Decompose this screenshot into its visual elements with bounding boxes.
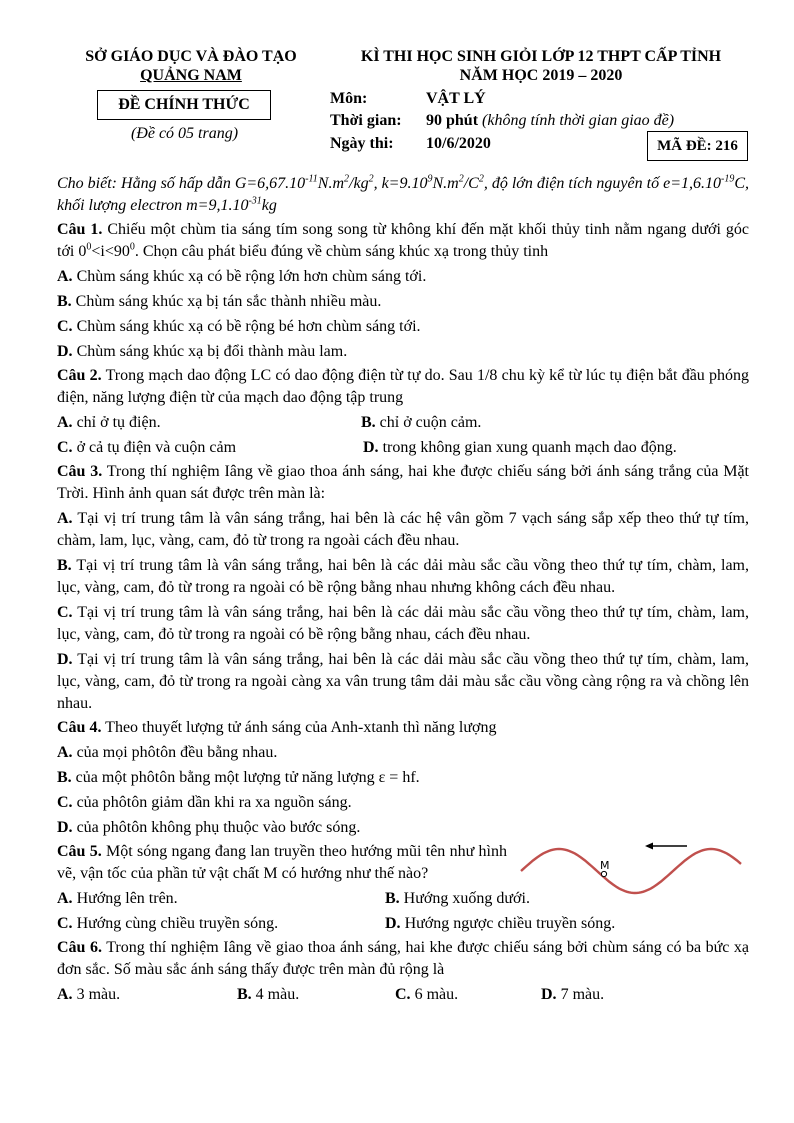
time-note: (không tính thời gian giao đề) bbox=[482, 112, 675, 129]
question-number: Câu 4. bbox=[57, 719, 102, 736]
option-a: A. Hướng lên trên. bbox=[57, 890, 178, 907]
option-row bbox=[57, 913, 749, 935]
question-3: Câu 3. Trong thí nghiệm Iâng về giao thoa ánh sáng, hai khe được chiếu sáng bởi ánh sáng trắng của Mặt Trời. Hình ảnh quan sát được trên màn là: bbox=[57, 463, 750, 502]
date-row bbox=[330, 135, 491, 153]
option-row bbox=[57, 412, 749, 434]
option-a: A. 3 màu. bbox=[57, 986, 121, 1003]
question-number: Câu 2. bbox=[57, 367, 102, 384]
wave-curve bbox=[521, 849, 741, 893]
option-b: B. Tại vị trí trung tâm là vân sáng trắng, hai bên là các dải màu sắc cầu vồng theo thứ tự tím, chàm, lam, lục, vàng, cam, đỏ từ trong ra ngoài có bề rộng bằng nhau nhưng không cách đều nhau. bbox=[57, 557, 749, 596]
date-value: 10/6/2020 bbox=[426, 135, 491, 152]
option-c: C. Hướng cùng chiều truyền sóng. bbox=[57, 915, 279, 932]
exam-header bbox=[57, 42, 749, 176]
propagation-arrow-icon bbox=[645, 843, 653, 850]
question-number: Câu 5. bbox=[57, 843, 102, 860]
option-d: D. Chùm sáng khúc xạ bị đổi thành màu lam. bbox=[57, 343, 348, 360]
option-d: D. trong không gian xung quanh mạch dao động. bbox=[363, 439, 677, 456]
option-a: A. chỉ ở tụ điện. bbox=[57, 414, 161, 431]
subject-value: VẬT LÝ bbox=[426, 90, 486, 107]
exam-title-block bbox=[330, 47, 752, 85]
subject-label: Môn: bbox=[330, 90, 368, 107]
question-1: Câu 1. Chiếu một chùm tia sáng tím song song từ không khí đến mặt khối thủy tinh nằm ngang dưới góc tới $0^0<i<90^0$. Chọn câu phát biểu đúng về chùm sáng khúc xạ trong thủy tinh bbox=[57, 221, 749, 260]
option-d: D. Hướng ngược chiều truyền sóng. bbox=[385, 915, 616, 932]
option-c: C. 6 màu. bbox=[395, 986, 459, 1003]
subject-row bbox=[330, 90, 486, 108]
department-name: SỞ GIÁO DỤC VÀ ĐÀO TẠO bbox=[85, 48, 297, 65]
department-block bbox=[57, 47, 325, 85]
school-year: NĂM HỌC 2019 – 2020 bbox=[459, 67, 623, 84]
question-number: Câu 6. bbox=[57, 939, 102, 956]
official-exam-badge: ĐỀ CHÍNH THỨC bbox=[97, 90, 271, 120]
point-m-marker bbox=[601, 871, 606, 876]
option-d: D. của phôtôn không phụ thuộc vào bước sóng. bbox=[57, 819, 361, 836]
question-2: Câu 2. Trong mạch dao động LC có dao động điện từ tự do. Sau 1/8 chu kỳ kể từ lúc tụ điện bắt đầu phóng điện, năng lượng điện từ của mạch dao động tập trung bbox=[57, 367, 750, 406]
province-name: QUẢNG NAM bbox=[140, 67, 242, 84]
option-a: A. Chùm sáng khúc xạ có bề rộng lớn hơn chùm sáng tới. bbox=[57, 268, 427, 285]
exam-title: KÌ THI HỌC SINH GIỎI LỚP 12 THPT CẤP TỈNH bbox=[360, 48, 722, 65]
time-row bbox=[330, 112, 674, 130]
option-b: B. 4 màu. bbox=[237, 986, 300, 1003]
option-c: C. Tại vị trí trung tâm là vân sáng trắng, hai bên là các dải màu sắc cầu vồng theo thứ tự tím, chàm, lam, lục, vàng, cam, đỏ từ trong ra ngoài có bề rộng bằng nhau, cách đều nhau. bbox=[57, 604, 749, 643]
option-b: B. Hướng xuống dưới. bbox=[385, 890, 530, 907]
page-count-note: (Đề có 05 trang) bbox=[130, 125, 239, 142]
option-c: C. Chùm sáng khúc xạ có bề rộng bé hơn chùm sáng tới. bbox=[57, 318, 421, 335]
transverse-wave-figure bbox=[519, 841, 747, 899]
option-d: D. Tại vị trí trung tâm là vân sáng trắng, hai bên là các dải màu sắc cầu vồng theo thứ tự tím, chàm, lam, lục, vàng, cam, đỏ từ trong ra ngoài càng xa vân trung tâm dải màu sắc cầu vồng càng rộng ra và chồng lên nhau. bbox=[57, 651, 749, 712]
option-row bbox=[57, 437, 749, 459]
option-b: B. của một phôtôn bằng một lượng tử năng lượng ε = hf. bbox=[57, 769, 420, 786]
option-d: D. 7 màu. bbox=[541, 986, 605, 1003]
question-number: Câu 3. bbox=[57, 463, 103, 480]
exam-code-box: MÃ ĐỀ: 216 bbox=[647, 131, 748, 161]
option-b: B. chỉ ở cuộn cảm. bbox=[361, 414, 482, 431]
exam-page bbox=[57, 42, 749, 1006]
time-label: Thời gian: bbox=[330, 112, 402, 129]
date-label: Ngày thi: bbox=[330, 135, 394, 152]
option-c: C. của phôtôn giảm dần khi ra xa nguồn sáng. bbox=[57, 794, 352, 811]
time-value: 90 phút bbox=[426, 112, 479, 129]
point-m-label: M bbox=[600, 859, 610, 872]
option-b: B. Chùm sáng khúc xạ bị tán sắc thành nhiều màu. bbox=[57, 293, 382, 310]
option-row bbox=[57, 984, 749, 1006]
question-5: Câu 5. Một sóng ngang đang lan truyền theo hướng mũi tên như hình vẽ, vận tốc của phần tử vật chất M có hướng như thế nào? bbox=[57, 843, 507, 882]
option-a: A. Tại vị trí trung tâm là vân sáng trắng, hai bên là các hệ vân gồm 7 vạch sáng sắp xếp theo thứ tự tím, chàm, lam, lục, vàng, cam, đỏ từ trong ra ngoài cách đều nhau. bbox=[57, 510, 749, 549]
question-number: Câu 1. bbox=[57, 221, 103, 238]
option-a: A. của mọi phôtôn đều bằng nhau. bbox=[57, 744, 278, 761]
question-4: Câu 4. Theo thuyết lượng tử ánh sáng của Anh-xtanh thì năng lượng bbox=[57, 719, 497, 736]
question-5-block bbox=[57, 841, 749, 885]
given-constants: Cho biết: Hằng số hấp dẫn $G=6,67.10^{-11}N.m^2/kg^2$, $k=9.10^9N.m^2/C^2$, độ lớn điện tích nguyên tố $e=1,6.10^{-19}C$, khối lượng electron $m=9,1.10^{-31}kg$ bbox=[57, 173, 750, 214]
option-c: C. ở cả tụ điện và cuộn cảm bbox=[57, 439, 237, 456]
question-6: Câu 6. Trong thí nghiệm Iâng về giao thoa ánh sáng, hai khe được chiếu sáng bởi chùm sáng có ba bức xạ đơn sắc. Số màu sắc ánh sáng thấy được trên màn đủ rộng là bbox=[57, 939, 750, 978]
